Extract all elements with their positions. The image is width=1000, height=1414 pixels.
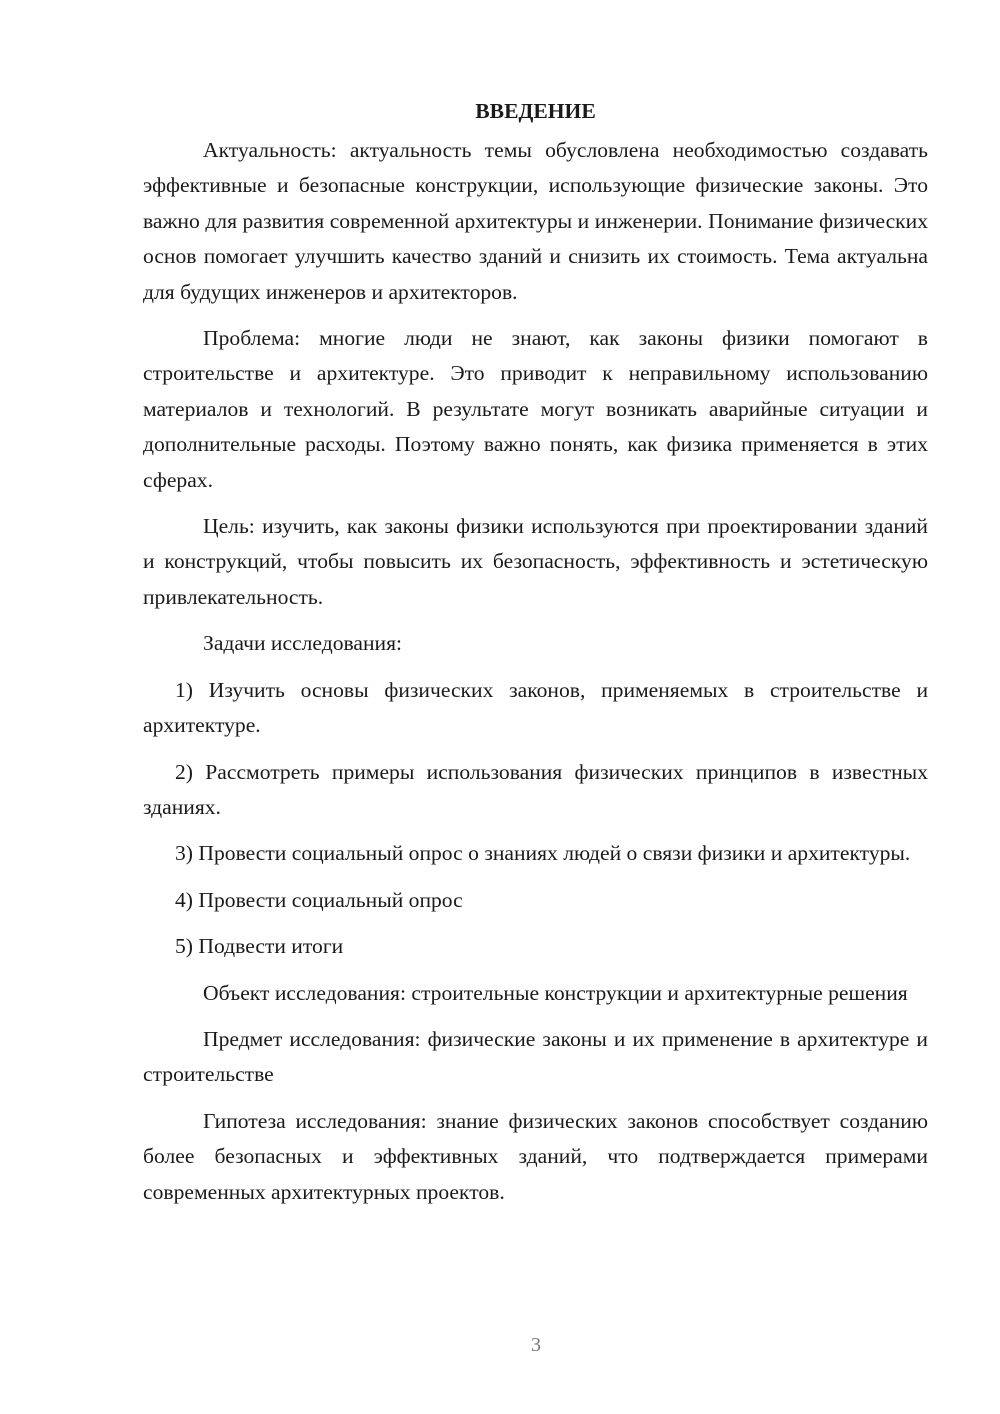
page-body (143, 93, 928, 1221)
task-item-1: 1) Изучить основы физических законов, применяемых в строительстве и архитектуре. (143, 677, 928, 738)
page-title: ВВЕДЕНИЕ (475, 99, 596, 123)
goal-paragraph: Цель: изучить, как законы физики используются при проектировании зданий и конструкций, чтобы повысить их безопасность, эффективность и эстетическую привлекательность. (143, 514, 928, 609)
task-item-2: 2) Рассмотреть примеры использования физических принципов в известных зданиях. (143, 759, 928, 819)
task-item-3: 3) Провести социальный опрос о знаниях людей о связи физики и архитектуры. (175, 841, 911, 866)
page-number: 3 (531, 1334, 541, 1356)
problem-paragraph: Проблема: многие люди не знают, как законы физики помогают в строительстве и архитектуре. Это приводит к неправильному использованию материалов и технологий. В результате могут возникать аварийные ситуации и дополнительные расходы. Поэтому важно понять, как физика применяется в этих сферах. (143, 326, 928, 492)
relevance-paragraph: Актуальность: актуальность темы обусловлена необходимостью создавать эффективные и безопасные конструкции, использующие физические законы. Это важно для развития современной архитектуры и инженерии. Понимание физических основ помогает улучшить качество зданий и снизить их стоимость. Тема актуальна для будущих инженеров и архитекторов. (143, 138, 928, 304)
object-paragraph: Объект исследования: строительные конструкции и архитектурные решения (203, 980, 908, 1005)
tasks-heading: Задачи исследования: (203, 631, 403, 656)
hypothesis-paragraph: Гипотеза исследования: знание физических законов способствует созданию более безопасных и эффективных зданий, что подтверждается примерами современных архитектурных проектов. (143, 1108, 928, 1204)
subject-paragraph: Предмет исследования: физические законы и их применение в архитектуре и строительстве (143, 1026, 928, 1087)
task-item-4: 4) Провести социальный опрос (175, 887, 463, 912)
task-item-5: 5) Подвести итоги (175, 934, 344, 959)
